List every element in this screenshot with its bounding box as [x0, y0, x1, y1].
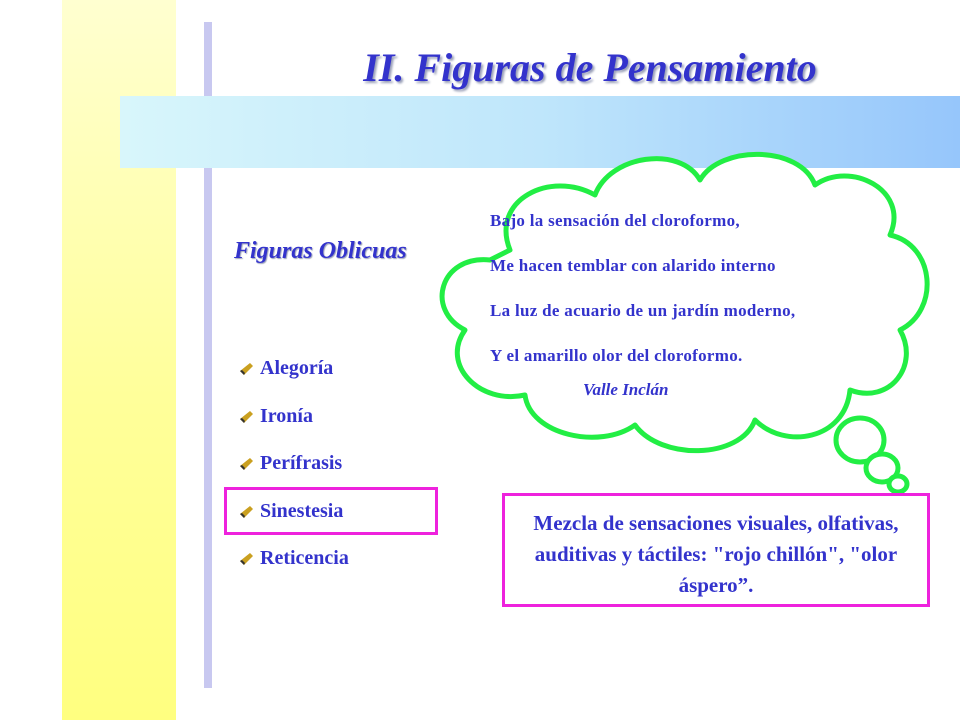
- diamond-pen-bullet-icon: [238, 552, 254, 566]
- definition-box: Mezcla de sensaciones visuales, olfativas, auditivas y táctiles: "rojo chillón", "olor áspero”.: [502, 493, 930, 607]
- list-item-label: Perífrasis: [260, 452, 343, 474]
- diamond-pen-bullet-icon: [238, 362, 254, 376]
- list-item-label: Ironía: [260, 404, 313, 427]
- list-item-ironia: [238, 396, 349, 444]
- diamond-pen-bullet-icon: [238, 410, 254, 424]
- poem-line: Me hacen temblar con alarido interno: [490, 256, 776, 275]
- poem-line: Y el amarillo olor del cloroformo.: [490, 346, 743, 365]
- list-item-perifrasis: [238, 443, 349, 491]
- poem: [490, 206, 795, 386]
- list-item-alegoria: [238, 348, 349, 396]
- section-title: Figuras Oblicuas: [234, 238, 407, 264]
- poem-line: Bajo la sensación del cloroformo,: [490, 211, 740, 230]
- poem-line: La luz de acuario de un jardín moderno,: [490, 301, 796, 320]
- diamond-pen-bullet-icon: [238, 457, 254, 471]
- sinestesia-highlight-box: [224, 487, 438, 535]
- poem-author: Valle Inclán: [583, 380, 669, 399]
- list-item-label: Reticencia: [260, 547, 349, 569]
- figure-list: [238, 348, 349, 586]
- list-item-label: Alegoría: [260, 357, 334, 379]
- list-item-label: Sinestesia: [260, 499, 344, 522]
- slide-title: II. Figuras de Pensamiento: [363, 45, 817, 90]
- list-item-reticencia: [238, 538, 349, 586]
